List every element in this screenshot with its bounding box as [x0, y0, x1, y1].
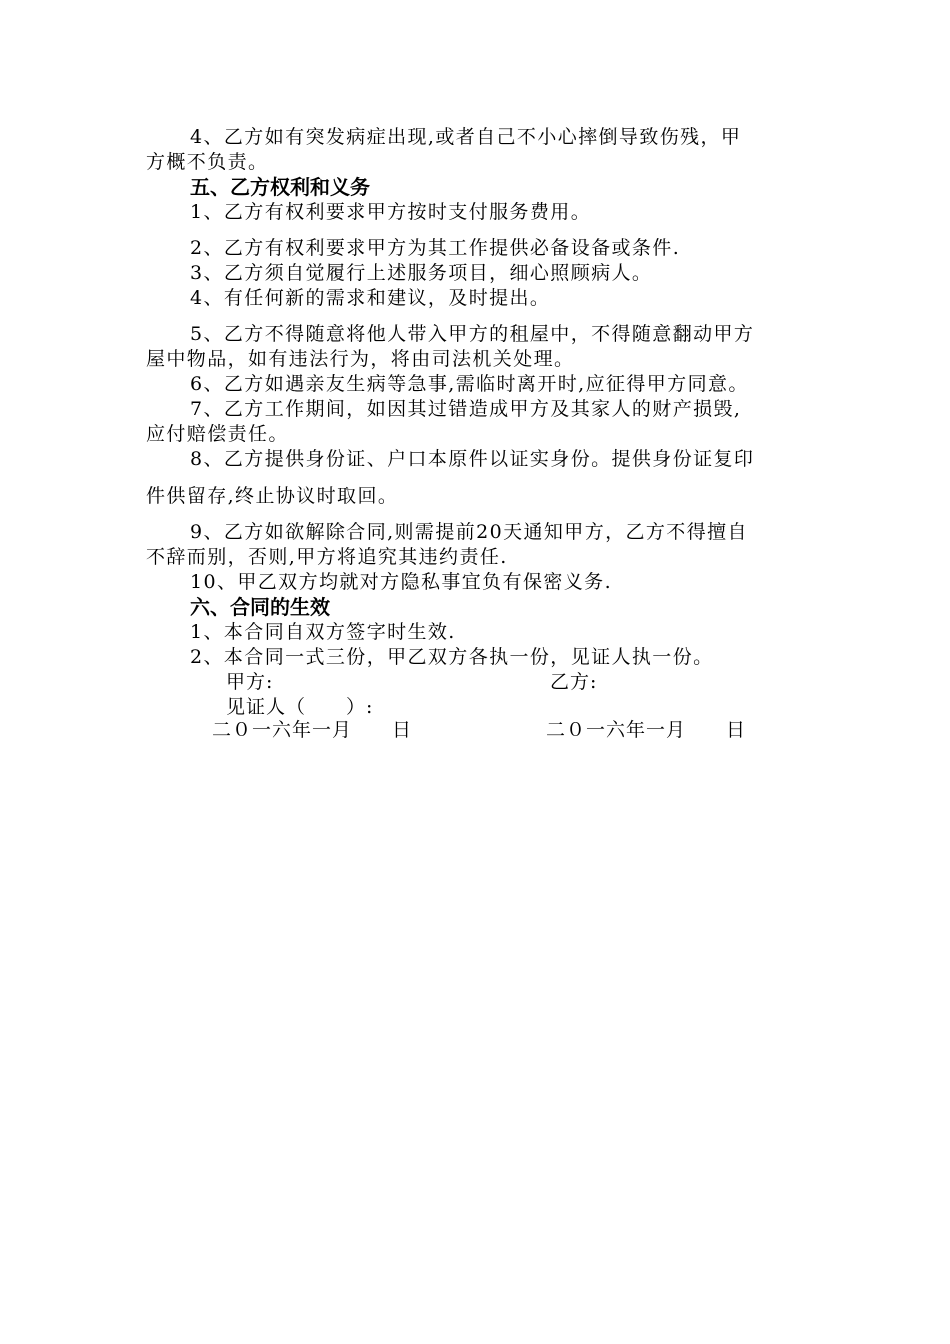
section6-heading: 六、合同的生效: [190, 595, 330, 619]
section6-item1: 1、本合同自双方签字时生效.: [190, 621, 456, 643]
section4-item4-line2: 方概不负责。: [146, 151, 269, 173]
section5-item8-line1: 8、乙方提供身份证、户口本原件以证实身份。提供身份证复印: [190, 448, 755, 470]
party-b-label: 乙方:: [550, 671, 598, 693]
witness-label: 见证人（ ）:: [226, 696, 374, 718]
section5-heading: 五、乙方权利和义务: [190, 175, 370, 199]
section5-item9-line2: 不辞而别，否则,甲方将追究其违约责任.: [146, 546, 508, 568]
section5-item6: 6、乙方如遇亲友生病等急事,需临时离开时,应征得甲方同意。: [190, 373, 749, 395]
party-b-date: 二０一六年一月 日: [546, 719, 747, 741]
section4-item4-line1: 4、乙方如有突发病症出现,或者自己不小心摔倒导致伤残，甲: [190, 126, 742, 148]
party-a-date: 二０一六年一月 日: [212, 719, 413, 741]
party-a-label: 甲方:: [226, 671, 274, 693]
section5-item9-line1: 9、乙方如欲解除合同,则需提前20天通知甲方，乙方不得擅自: [190, 521, 748, 543]
section5-item8-line2: 件供留存,终止协议时取回。: [146, 485, 399, 507]
section5-item7-line2: 应付赔偿责任。: [146, 423, 289, 445]
section5-item5-line1: 5、乙方不得随意将他人带入甲方的租屋中，不得随意翻动甲方: [190, 323, 755, 345]
section5-item2: 2、乙方有权利要求甲方为其工作提供必备设备或条件.: [190, 237, 681, 259]
section5-item7-line1: 7、乙方工作期间，如因其过错造成甲方及其家人的财产损毁,: [190, 398, 742, 420]
section5-item3: 3、乙方须自觉履行上述服务项目，细心照顾病人。: [190, 262, 653, 284]
section5-item5-line2: 屋中物品，如有违法行为，将由司法机关处理。: [146, 348, 575, 370]
section5-item10: 10、甲乙双方均就对方隐私事宜负有保密义务.: [190, 571, 613, 593]
section5-item4: 4、有任何新的需求和建议，及时提出。: [190, 287, 551, 309]
section6-item2: 2、本合同一式三份，甲乙双方各执一份，见证人执一份。: [190, 646, 714, 668]
section5-item1: 1、乙方有权利要求甲方按时支付服务费用。: [190, 201, 592, 223]
